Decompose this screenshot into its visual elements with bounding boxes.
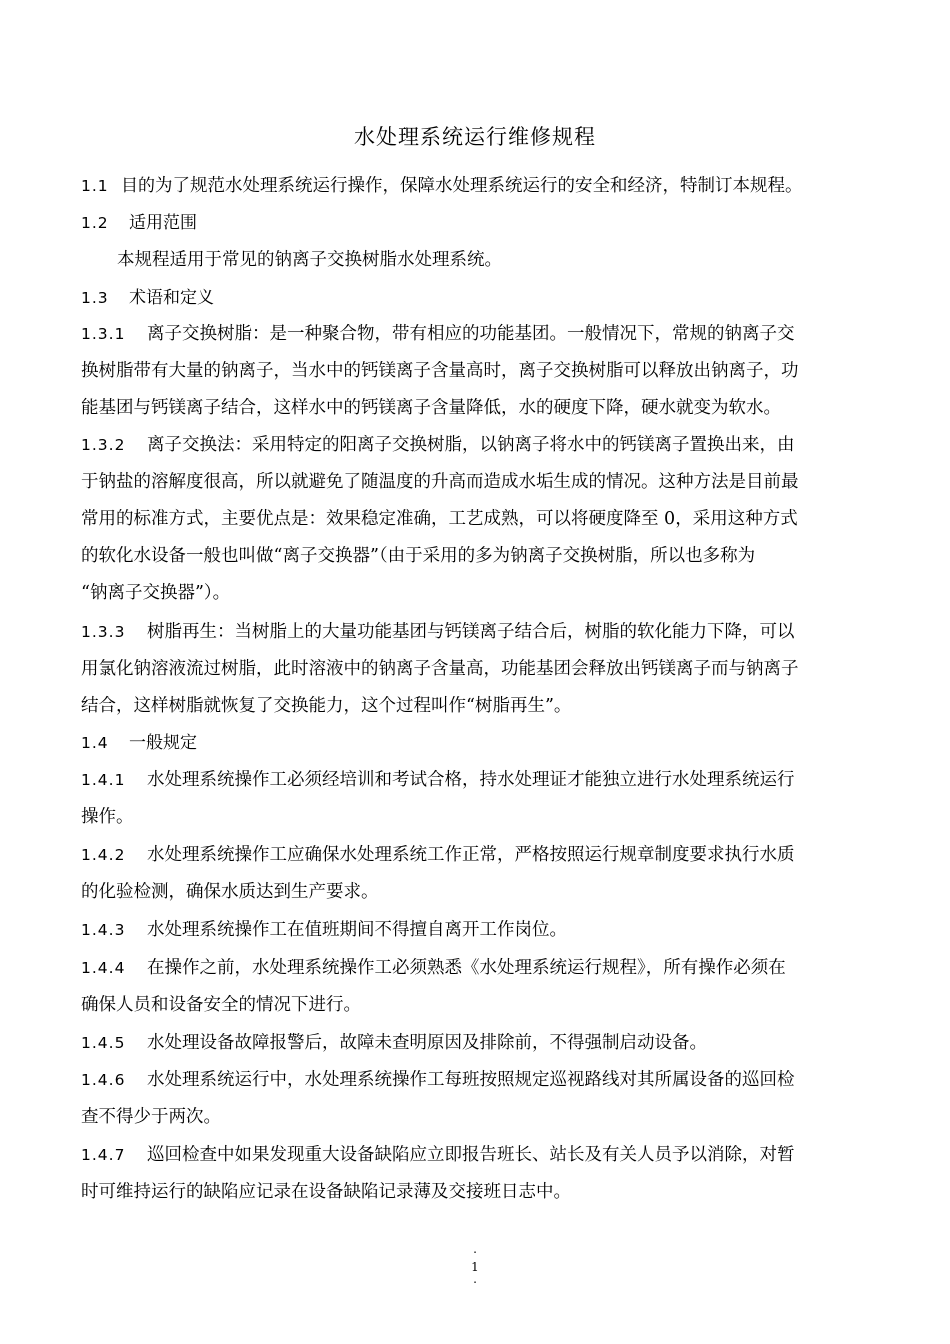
clause-1-3-2-line-3: 常用的标准方式，主要优点是：效果稳定准确，工艺成熟，可以将硬度降至 0，采用这种方式 [81, 509, 798, 529]
footer-dot-bottom: . [473, 1272, 477, 1286]
clause-1-3-3-line-3: 结合，这样树脂就恢复了交换能力，这个过程叫作“树脂再生”。 [81, 696, 572, 716]
section-1-1 [81, 174, 881, 198]
clause-1-3-2-line-2: 于钠盐的溶解度很高，所以就避免了随温度的升高而造成水垢生成的情况。这种方法是目前最 [81, 472, 799, 492]
clause-1-3-2-line-4: 的软化水设备一般也叫做“离子交换器”（由于采用的多为钠离子交换树脂，所以也多称为 [81, 546, 756, 566]
clause-1-4-7-line-2: 时可维持运行的缺陷应记录在设备缺陷记录薄及交接班日志中。 [81, 1182, 571, 1202]
clause-number: 1.4.5 [81, 1034, 126, 1052]
section-number: 1.2 [81, 214, 109, 232]
section-1-2-heading [81, 211, 881, 235]
clause-number: 1.4.4 [81, 959, 126, 977]
clause-1-3-1-line-3: 能基团与钙镁离子结合，这样水中的钙镁离子含量降低，水的硬度下降，硬水就变为软水。 [81, 398, 781, 418]
clause-text: 离子交换树脂：是一种聚合物，带有相应的功能基团。一般情况下，常规的钠离子交 [147, 324, 795, 344]
clause-1-3-1-line-1 [81, 322, 881, 346]
clause-1-4-6-line-2: 查不得少于两次。 [81, 1107, 221, 1127]
clause-text: 水处理系统操作工必须经培训和考试合格，持水处理证才能独立进行水处理系统运行 [147, 770, 795, 790]
clause-number: 1.3.2 [81, 436, 126, 454]
clause-text: 离子交换法：采用特定的阳离子交换树脂，以钠离子将水中的钙镁离子置换出来，由 [147, 435, 795, 455]
section-text: 为了规范水处理系统运行操作，保障水处理系统运行的安全和经济，特制订本规程。 [155, 176, 803, 196]
section-heading: 目的 [121, 176, 155, 196]
clause-1-4-2-line-1 [81, 843, 881, 867]
clause-text: 水处理系统操作工在值班期间不得擅自离开工作岗位。 [147, 920, 567, 940]
section-number: 1.3 [81, 289, 109, 307]
clause-number: 1.4.1 [81, 771, 126, 789]
clause-text: 水处理系统运行中，水处理系统操作工每班按照规定巡视路线对其所属设备的巡回检 [147, 1070, 795, 1090]
clause-text: 水处理系统操作工应确保水处理系统工作正常，严格按照运行规章制度要求执行水质 [147, 845, 795, 865]
clause-1-3-1-line-2: 换树脂带有大量的钠离子，当水中的钙镁离子含量高时，离子交换树脂可以释放出钠离子，功 [81, 361, 799, 381]
clause-1-4-4-line-1 [81, 956, 881, 980]
page-number: 1 [471, 1260, 479, 1274]
clause-number: 1.3.3 [81, 623, 126, 641]
clause-1-4-5-line-1 [81, 1031, 881, 1055]
clause-number: 1.4.3 [81, 921, 126, 939]
clause-1-4-3-line-1 [81, 918, 881, 942]
section-heading: 适用范围 [129, 213, 197, 233]
section-heading: 一般规定 [129, 733, 197, 753]
clause-1-3-2-line-1 [81, 433, 881, 457]
section-heading: 术语和定义 [129, 288, 214, 308]
clause-1-4-1-line-1 [81, 768, 881, 792]
clause-1-4-7-line-1 [81, 1143, 881, 1167]
clause-text: 在操作之前，水处理系统操作工必须熟悉《水处理系统运行规程》，所有操作必须在 [147, 958, 786, 978]
clause-1-4-1-line-2: 操作。 [81, 807, 134, 827]
section-number: 1.1 [81, 177, 109, 195]
clause-1-4-4-line-2: 确保人员和设备安全的情况下进行。 [81, 995, 361, 1015]
clause-text: 水处理设备故障报警后，故障未查明原因及排除前，不得强制启动设备。 [147, 1033, 707, 1053]
clause-1-3-3-line-1 [81, 620, 881, 644]
clause-1-4-6-line-1 [81, 1068, 881, 1092]
clause-text: 树脂再生：当树脂上的大量功能基团与钙镁离子结合后，树脂的软化能力下降，可以 [147, 622, 795, 642]
clause-1-4-2-line-2: 的化验检测，确保水质达到生产要求。 [81, 882, 379, 902]
section-1-4-heading [81, 731, 881, 755]
clause-1-3-3-line-2: 用氯化钠溶液流过树脂，此时溶液中的钠离子含量高，功能基团会释放出钙镁离子而与钠离子 [81, 659, 799, 679]
clause-number: 1.4.6 [81, 1071, 126, 1089]
section-1-2-text: 本规程适用于常见的钠离子交换树脂水处理系统。 [117, 250, 502, 270]
document-title: 水处理系统运行维修规程 [354, 125, 596, 149]
clause-text: 巡回检查中如果发现重大设备缺陷应立即报告班长、站长及有关人员予以消除，对暂 [147, 1145, 795, 1165]
section-1-3-heading [81, 286, 881, 310]
footer-dot-top: . [473, 1242, 477, 1256]
clause-number: 1.3.1 [81, 325, 126, 343]
clause-1-3-2-line-5: “钠离子交换器”）。 [81, 583, 231, 603]
clause-number: 1.4.2 [81, 846, 126, 864]
clause-number: 1.4.7 [81, 1146, 126, 1164]
section-number: 1.4 [81, 734, 109, 752]
